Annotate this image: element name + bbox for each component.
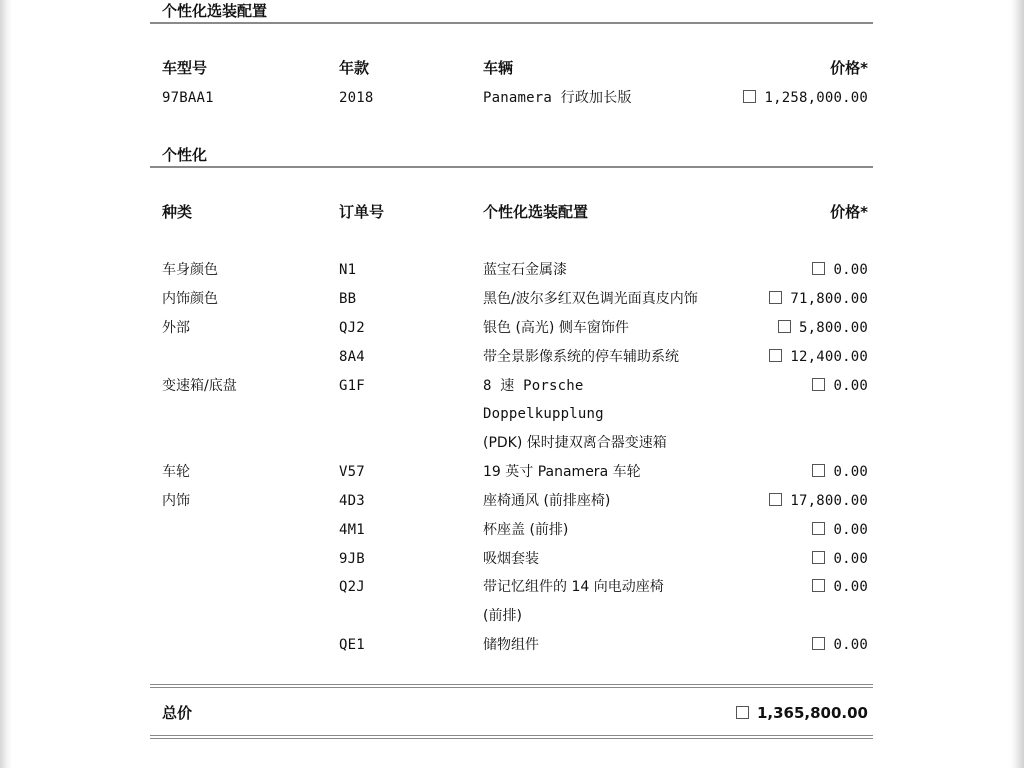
model-price <box>743 89 868 107</box>
page-edge-shadow-left <box>0 0 12 768</box>
header-model-year: 年款 <box>339 59 370 77</box>
section-title: 个性化 <box>162 146 208 164</box>
checkbox-icon[interactable] <box>769 493 782 506</box>
checkbox-icon[interactable] <box>736 706 749 719</box>
option-price-value: 0.00 <box>833 378 868 394</box>
total-divider-top-second <box>150 687 873 688</box>
option-price-value: 0.00 <box>833 464 868 480</box>
option-description: 19 英寸 Panamera 车轮 <box>483 464 641 480</box>
total-divider-top <box>150 684 873 685</box>
total-label: 总价 <box>162 704 193 722</box>
option-description-line: Doppelkupplung <box>483 406 604 422</box>
option-code: 4M1 <box>339 522 365 538</box>
checkbox-icon[interactable] <box>769 291 782 304</box>
model-code: 97BAA1 <box>162 90 214 106</box>
option-code: QE1 <box>339 637 365 653</box>
checkbox-icon[interactable] <box>743 90 756 103</box>
option-code: N1 <box>339 262 357 278</box>
checkbox-icon[interactable] <box>812 522 825 535</box>
model-year: 2018 <box>339 90 374 106</box>
option-category: 变速箱/底盘 <box>162 378 237 394</box>
option-code: 4D3 <box>339 493 365 509</box>
option-description: 黑色/波尔多红双色调光面真皮内饰 <box>483 291 698 307</box>
option-description: 银色 (高光) 侧车窗饰件 <box>483 320 629 336</box>
option-description: 吸烟套装 <box>483 551 539 567</box>
header-category: 种类 <box>162 203 193 221</box>
header-option-price: 价格* <box>830 203 868 221</box>
header-model-code: 车型号 <box>162 59 208 77</box>
total-price <box>736 704 868 722</box>
checkbox-icon[interactable] <box>812 378 825 391</box>
model-price-value: 1,258,000.00 <box>764 90 868 106</box>
checkbox-icon[interactable] <box>812 637 825 650</box>
option-description-line: (前排) <box>483 608 522 624</box>
total-price-value: 1,365,800.00 <box>756 704 868 722</box>
option-description: 储物组件 <box>483 637 539 653</box>
option-price-value: 0.00 <box>833 262 868 278</box>
title-divider <box>150 22 873 24</box>
checkbox-icon[interactable] <box>812 551 825 564</box>
option-price-value: 12,400.00 <box>790 349 868 365</box>
option-price-value: 17,800.00 <box>790 493 868 509</box>
option-category: 内饰颜色 <box>162 291 218 307</box>
document-title: 个性化选装配置 <box>162 2 268 20</box>
option-code: 8A4 <box>339 349 365 365</box>
option-price-value: 71,800.00 <box>790 291 868 307</box>
option-description-line: (PDK) 保时捷双离合器变速箱 <box>483 435 667 451</box>
checkbox-icon[interactable] <box>778 320 791 333</box>
option-code: V57 <box>339 464 365 480</box>
checkbox-icon[interactable] <box>812 464 825 477</box>
option-price <box>812 578 868 596</box>
option-category: 车轮 <box>162 464 190 480</box>
option-code: Q2J <box>339 579 365 595</box>
option-description: 带全景影像系统的停车辅助系统 <box>483 349 679 365</box>
option-price <box>812 636 868 654</box>
option-description: 8 速 Porsche <box>483 378 584 394</box>
section-divider <box>150 166 873 168</box>
option-price <box>812 550 868 568</box>
option-price-value: 5,800.00 <box>798 320 868 336</box>
checkbox-icon[interactable] <box>769 349 782 362</box>
header-model-price: 价格* <box>830 59 868 77</box>
option-price <box>778 319 868 337</box>
option-price-value: 0.00 <box>833 551 868 567</box>
page-edge-shadow-right <box>1010 0 1024 768</box>
option-price <box>812 377 868 395</box>
option-code: QJ2 <box>339 320 365 336</box>
option-category: 车身颜色 <box>162 262 218 278</box>
option-price-value: 0.00 <box>833 579 868 595</box>
option-price <box>769 492 868 510</box>
option-code: BB <box>339 291 357 307</box>
option-code: 9JB <box>339 551 365 567</box>
option-code: G1F <box>339 378 365 394</box>
checkbox-icon[interactable] <box>812 579 825 592</box>
checkbox-icon[interactable] <box>812 262 825 275</box>
vehicle-name: Panamera 行政加长版 <box>483 90 632 106</box>
option-price <box>769 290 868 308</box>
option-category: 内饰 <box>162 493 190 509</box>
option-description: 座椅通风 (前排座椅) <box>483 493 611 509</box>
header-config: 个性化选装配置 <box>483 203 589 221</box>
option-category: 外部 <box>162 320 190 336</box>
option-description: 杯座盖 (前排) <box>483 522 569 538</box>
option-price-value: 0.00 <box>833 637 868 653</box>
header-vehicle: 车辆 <box>483 59 514 77</box>
option-price-value: 0.00 <box>833 522 868 538</box>
option-price <box>812 463 868 481</box>
option-description: 带记忆组件的 14 向电动座椅 <box>483 579 664 595</box>
option-description: 蓝宝石金属漆 <box>483 262 567 278</box>
option-price <box>812 261 868 279</box>
option-price <box>812 521 868 539</box>
total-divider-bottom-second <box>150 738 873 739</box>
total-divider-bottom <box>150 735 873 736</box>
header-order-number: 订单号 <box>339 203 385 221</box>
option-price <box>769 348 868 366</box>
